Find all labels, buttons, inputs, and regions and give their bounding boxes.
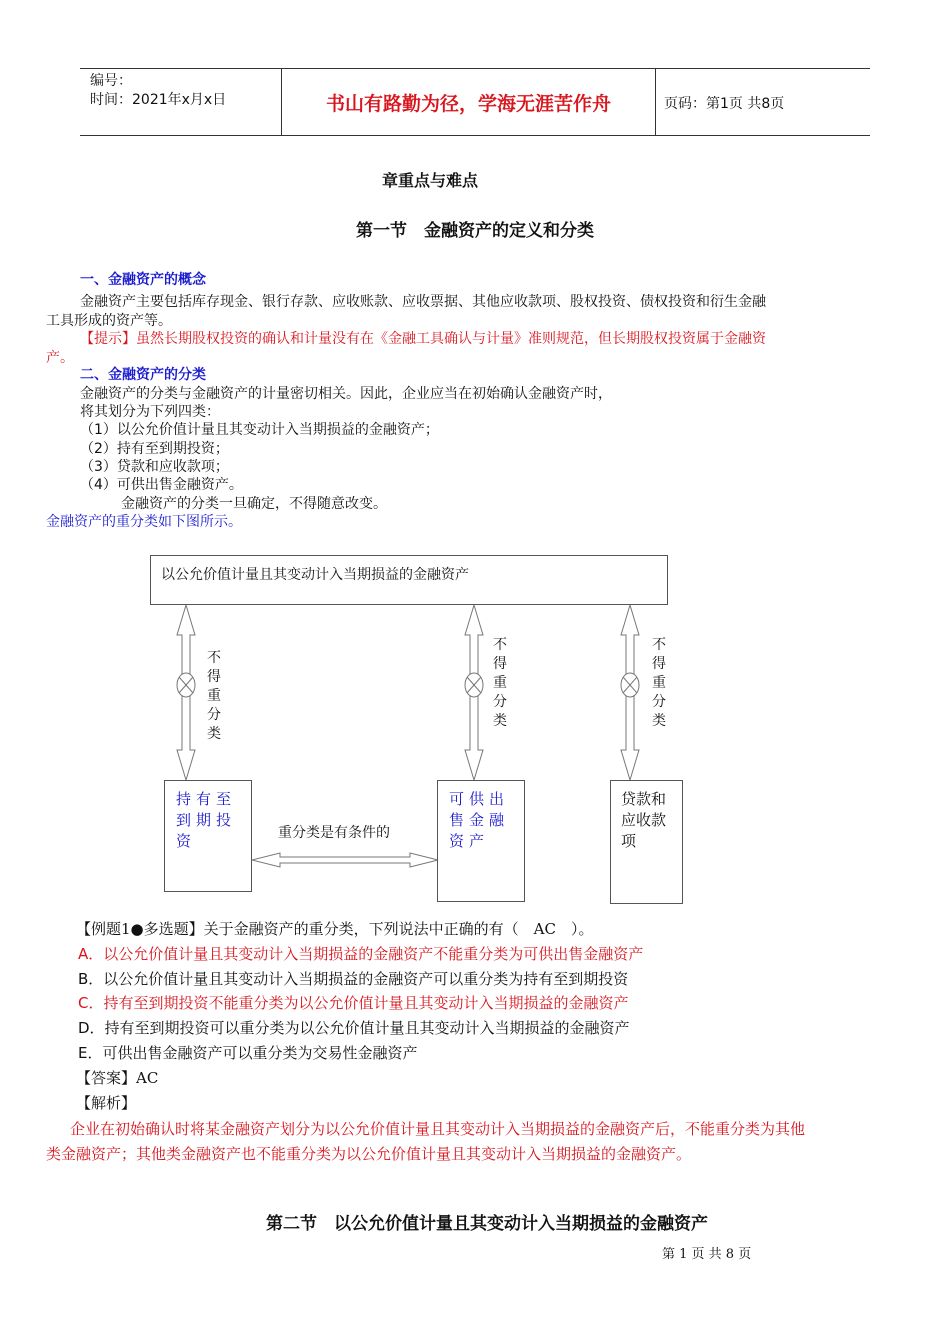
header-code: 编号： — [90, 73, 132, 89]
header-page-info: 页码：第1页 共8页 — [664, 96, 785, 112]
box-loans-receivables — [610, 780, 683, 904]
header-top-border — [80, 68, 870, 69]
header-time: 时间：2021年x月x日 — [90, 92, 227, 108]
classification-line1: 金融资产的分类与金融资产的计量密切相关。因此，企业应当在初始确认金融资产时， — [80, 386, 612, 402]
example-analysis-line1: 企业在初始确认时将某金融资产划分为以公允价值计量且其变动计入当期损益的金融资产后，不能重分类为其他 — [70, 1120, 806, 1138]
classification-heading: 二、金融资产的分类 — [80, 367, 206, 383]
box-trading-assets — [150, 555, 668, 605]
classification-item-1: （1）以公允价值计量且其变动计入当期损益的金融资产； — [80, 422, 439, 438]
chapter-title: 章重点与难点 — [381, 171, 478, 190]
box-trading-assets-label: 以公允价值计量且其变动计入当期损益的金融资产 — [161, 567, 469, 583]
example-option-d: D．持有至到期投资可以重分类为以公允价值计量且其变动计入当期损益的金融资产 — [78, 1019, 630, 1037]
concept-tip-line2: 产。 — [46, 350, 74, 366]
no-reclass-label-3: 不得重分类 — [652, 637, 666, 729]
example-option-c: C．持有至到期投资不能重分类为以公允价值计量且其变动计入当期损益的金融资产 — [78, 994, 629, 1012]
example-analysis-line2: 类金融资产；其他类金融资产也不能重分类为以公允价值计量且其变动计入当期损益的金融资产。 — [46, 1145, 692, 1163]
box-loans-receivables-label: 贷款和应收款项 — [621, 790, 667, 850]
example-option-e: E．可供出售金融资产可以重分类为交易性金融资产 — [78, 1044, 418, 1062]
section2-title: 第二节 以公允价值计量且其变动计入当期损益的金融资产 — [266, 1214, 708, 1234]
example-question: 【例题1●多选题】关于金融资产的重分类，下列说法中正确的有（ AC ）。 — [76, 920, 594, 938]
header-bottom-border — [80, 135, 870, 136]
no-reclass-label-2: 不得重分类 — [493, 637, 507, 729]
header-motto: 书山有路勤为径，学海无涯苦作舟 — [325, 93, 611, 115]
no-reclass-label-1: 不得重分类 — [207, 650, 221, 742]
example-answer: 【答案】AC — [76, 1069, 159, 1087]
conditional-reclass-label: 重分类是有条件的 — [278, 825, 390, 841]
conditional-double-arrow — [252, 853, 438, 867]
box-held-to-maturity-label: 持有至到期投资 — [176, 790, 237, 850]
header-divider-right — [655, 68, 656, 136]
example-option-b: B．以公允价值计量且其变动计入当期损益的金融资产可以重分类为持有至到期投资 — [78, 970, 629, 988]
classification-item-2: （2）持有至到期投资； — [80, 441, 229, 457]
box-held-to-maturity — [164, 780, 252, 892]
classification-note: 金融资产的分类一旦确定，不得随意改变。 — [121, 496, 387, 512]
concept-para-line2: 工具形成的资产等。 — [46, 313, 172, 329]
classification-item-3: （3）贷款和应收款项； — [80, 459, 229, 475]
classification-line2: 将其划分为下列四类： — [80, 404, 220, 420]
section1-title: 第一节 金融资产的定义和分类 — [356, 221, 594, 241]
page-footer: 第 1 页 共 8 页 — [662, 1247, 752, 1262]
classification-item-4: （4）可供出售金融资产。 — [80, 477, 243, 493]
box-available-for-sale — [437, 780, 525, 902]
box-available-for-sale-label: 可供出售金融资产 — [449, 790, 510, 850]
concept-para-line1: 金融资产主要包括库存现金、银行存款、应收账款、应收票据、其他应收款项、股权投资、债权投资和衍生金融 — [80, 294, 766, 310]
reclass-intro: 金融资产的重分类如下图所示。 — [46, 514, 242, 530]
example-option-a: A．以公允价值计量且其变动计入当期损益的金融资产不能重分类为可供出售金融资产 — [78, 945, 644, 963]
concept-heading: 一、金融资产的概念 — [80, 272, 206, 288]
concept-tip-line1: 【提示】虽然长期股权投资的确认和计量没有在《金融工具确认与计量》准则规范，但长期股权投资属于金融资 — [80, 331, 766, 347]
example-analysis-label: 【解析】 — [76, 1094, 137, 1112]
